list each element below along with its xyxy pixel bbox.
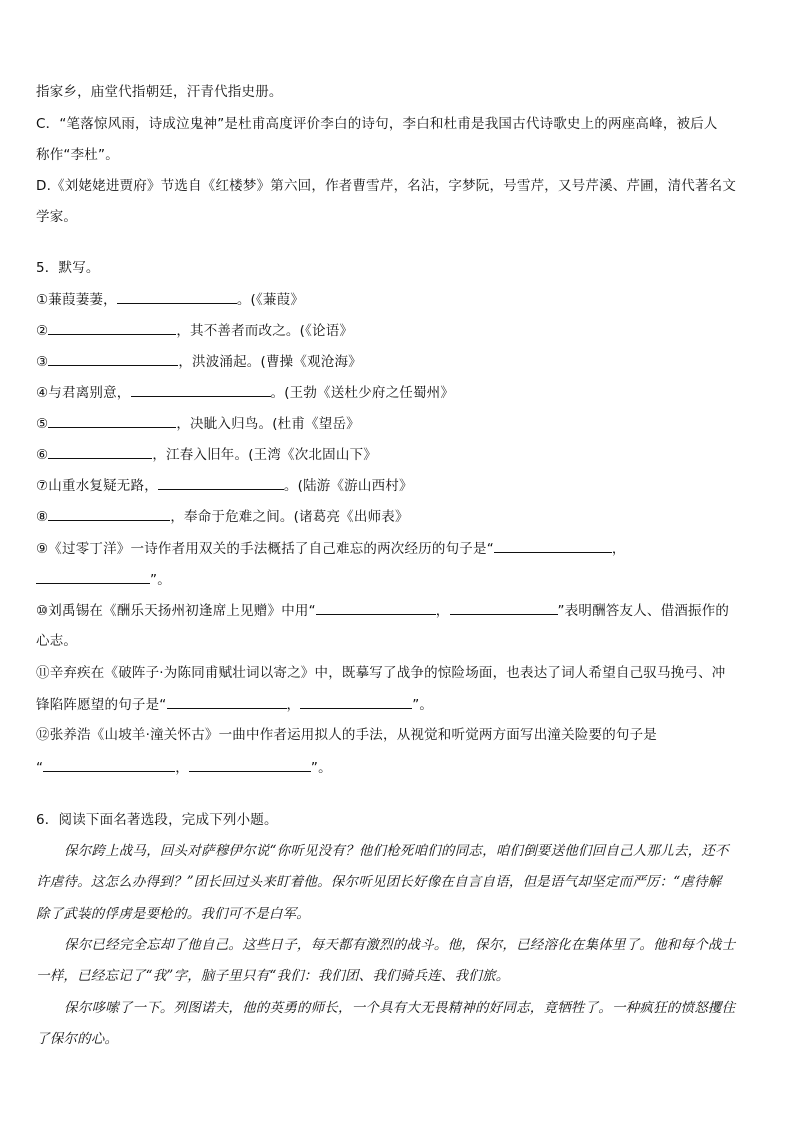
q5-item-12-line-2	[36, 757, 764, 778]
q5-title: 5．默写。	[36, 260, 100, 276]
q5-item-6-pre: ⑥	[36, 447, 49, 463]
q5-item-4-pre: ④与君离别意，	[36, 385, 131, 401]
q5-item-5-pre: ⑤	[36, 416, 49, 432]
q6-para-line-4: 保尔已经完全忘却了他自己。这些日子，每天都有激烈的战斗。他，保尔，已经溶化在集体里了。他和每个战士	[64, 937, 736, 953]
answer-blank[interactable]	[43, 757, 175, 772]
q5-item-11-comma: ，	[286, 697, 301, 713]
q5-item-1-post: 。(《蒹葭》	[236, 292, 305, 308]
answer-blank[interactable]	[316, 600, 436, 615]
intro-line-5: 学家。	[36, 209, 78, 225]
q6-para-line-2: 许虐待。这怎么办得到？”团长回过头来盯着他。保尔听见团长好像在自言自语，但是语气却坚定而严厉：“虐待解	[36, 874, 722, 890]
q5-item-8-pre: ⑧	[36, 509, 49, 525]
q5-item-11-text: 锋陷阵愿望的句子是“	[36, 697, 167, 713]
q5-item-2-pre: ②	[36, 323, 49, 339]
answer-blank[interactable]	[48, 413, 176, 428]
q6-title: 6．阅读下面名著选段，完成下列小题。	[36, 812, 278, 828]
q5-item-2-post: ，其不善者而改之。(《论语》	[176, 323, 354, 339]
q5-item-7	[36, 475, 764, 496]
answer-blank[interactable]	[117, 289, 237, 304]
q5-item-6	[36, 444, 764, 465]
q5-item-9-line-1	[36, 538, 764, 559]
q5-item-10-line-2: 心志。	[36, 633, 78, 649]
q6-para-line-1: 保尔跨上战马，回头对萨穆伊尔说“你听见没有？他们枪死咱们的同志，咱们倒要送他们回自己人那儿去，还不	[64, 843, 729, 859]
answer-blank[interactable]	[48, 320, 176, 335]
q5-item-10-line-1	[36, 600, 764, 621]
q6-para-line-3: 除了武装的俘虏是要枪的。我们可不是白军。	[36, 906, 310, 922]
q6-para-line-5: 一样，已经忘记了“我”字，脑子里只有“我们：我们团、我们骑兵连、我们旅。	[36, 968, 510, 984]
q6-para-line-7: 了保尔的心。	[36, 1031, 119, 1047]
q5-item-11-end: ”。	[412, 697, 434, 713]
answer-blank[interactable]	[36, 569, 150, 584]
q5-item-7-post: 。(陆游《游山西村》	[283, 478, 413, 494]
q5-item-3-pre: ③	[36, 354, 49, 370]
intro-line-4: D.《刘姥姥进贾府》节选自《红楼梦》第六回，作者曹雪芹，名沾，字梦阮，号雪芹，又号芹溪、芹圃，清代著名文	[36, 178, 737, 194]
answer-blank[interactable]	[300, 694, 412, 709]
answer-blank[interactable]	[450, 600, 558, 615]
q5-item-12-end: ”。	[310, 760, 332, 776]
q5-item-11-line-2	[36, 694, 764, 715]
q6-para-line-6: 保尔哆嗦了一下。列图诺夫，他的英勇的师长，一个具有大无畏精神的好同志，竟牺牲了。一种疯狂的愤怒攫住	[64, 1000, 736, 1016]
q5-item-9-text: ⑨《过零丁洋》一诗作者用双关的手法概括了自己难忘的两次经历的句子是“	[36, 541, 494, 557]
q5-item-10-text: ⑩刘禹锡在《酬乐天扬州初逢席上见赠》中用“	[36, 603, 316, 619]
q5-item-12-open: “	[36, 760, 44, 776]
answer-blank[interactable]	[48, 351, 178, 366]
q5-item-3-post: ，洪波涌起。(曹操《观沧海》	[178, 354, 362, 370]
intro-line-2: C．“笔落惊风雨，诗成泣鬼神”是杜甫高度评价李白的诗句，李白和杜甫是我国古代诗歌史上的两座高峰，被后人	[36, 116, 718, 132]
q5-item-9-comma: ，	[611, 541, 626, 557]
q5-item-5-post: ，决眦入归鸟。(杜甫《望岳》	[176, 416, 360, 432]
answer-blank[interactable]	[48, 444, 152, 459]
answer-blank[interactable]	[131, 382, 271, 397]
answer-blank[interactable]	[167, 694, 287, 709]
q5-item-9-line-2	[36, 569, 764, 590]
q5-item-9-end: ”。	[150, 572, 171, 588]
answer-blank[interactable]	[48, 506, 170, 521]
answer-blank[interactable]	[158, 475, 284, 490]
q5-item-8	[36, 506, 764, 527]
q5-item-5	[36, 413, 764, 434]
intro-line-3: 称作“李杜”。	[36, 147, 119, 163]
q5-item-2	[36, 320, 764, 341]
q5-item-11-line-1: ⑪辛弃疾在《破阵子·为陈同甫赋壮词以寄之》中，既摹写了战争的惊险场面，也表达了词人希望自己驭马挽弓、冲	[36, 665, 726, 681]
q5-item-10-end: ”表明酬答友人、借酒振作的	[557, 603, 730, 619]
q5-item-10-comma: ，	[435, 603, 450, 619]
q5-item-12-line-1: ⑫张养浩《山坡羊·潼关怀古》一曲中作者运用拟人的手法，从视觉和听觉两方面写出潼关险要的句子是	[36, 727, 657, 743]
answer-blank[interactable]	[494, 538, 612, 553]
q5-item-12-comma: ，	[175, 760, 189, 776]
q5-item-3	[36, 351, 764, 372]
q5-item-4-post: 。(王勃《送杜少府之任蜀州》	[270, 385, 455, 401]
q5-item-4	[36, 382, 764, 403]
q5-item-6-post: ，江春入旧年。(王湾《次北固山下》	[152, 447, 377, 463]
q5-item-1-pre: ①蒹葭萋萋，	[36, 292, 117, 308]
q5-item-7-pre: ⑦山重水复疑无路，	[36, 478, 158, 494]
answer-blank[interactable]	[189, 757, 311, 772]
intro-line-1: 指家乡，庙堂代指朝廷，汗青代指史册。	[36, 84, 283, 100]
q5-item-1	[36, 289, 764, 310]
q5-item-8-post: ，奉命于危难之间。(诸葛亮《出师表》	[170, 509, 409, 525]
